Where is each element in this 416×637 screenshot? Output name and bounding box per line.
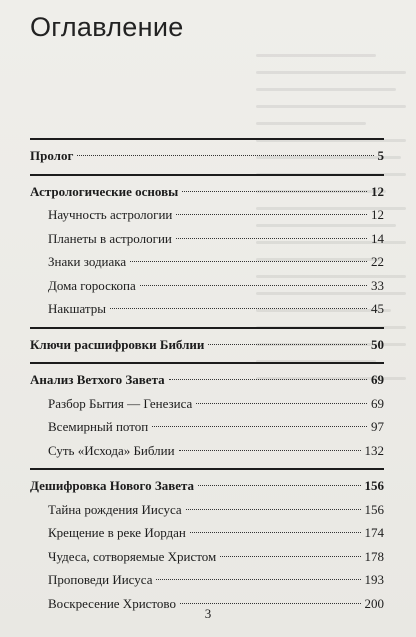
toc-entry-page: 132 — [364, 442, 384, 458]
dot-leader — [140, 285, 367, 286]
page-number: 3 — [204, 606, 212, 621]
toc-entry-page: 22 — [371, 254, 384, 269]
toc-entry-title: Воскресение Христово — [48, 595, 176, 611]
page-title: Оглавление — [30, 12, 184, 42]
dot-leader — [176, 214, 367, 215]
toc-entry-title: Планеты в астрологии — [48, 230, 172, 246]
toc-entry-title: Всемирный потоп — [48, 419, 149, 434]
toc-chapter[interactable] — [30, 474, 384, 498]
toc-section — [30, 327, 384, 357]
toc-entry-page: 178 — [364, 548, 384, 564]
toc-entry-page: 193 — [364, 572, 384, 587]
toc-chapter[interactable] — [30, 144, 384, 168]
toc-subchapter[interactable] — [30, 274, 384, 298]
toc-entry-page: 14 — [371, 230, 384, 246]
toc-subchapter[interactable] — [30, 415, 384, 439]
toc-section — [30, 362, 384, 462]
toc-entry-page: 12 — [371, 183, 384, 199]
toc-entry-page: 200 — [364, 595, 384, 611]
toc-chapter[interactable] — [30, 180, 384, 204]
toc-entry-page: 156 — [364, 478, 384, 493]
toc-entry-page: 5 — [377, 148, 384, 163]
toc-entry-page: 69 — [371, 395, 384, 411]
table-of-contents — [30, 138, 384, 621]
dot-leader — [190, 532, 361, 533]
toc-entry-page: 97 — [371, 419, 384, 434]
toc-entry-title: Дома гороскопа — [48, 277, 136, 293]
dot-leader — [110, 308, 367, 309]
toc-subchapter[interactable] — [30, 439, 384, 463]
toc-section — [30, 138, 384, 168]
toc-chapter[interactable] — [30, 333, 384, 357]
toc-subchapter[interactable] — [30, 203, 384, 227]
dot-leader — [152, 426, 367, 427]
toc-entry-page: 156 — [364, 501, 384, 517]
toc-entry-page: 33 — [371, 277, 384, 293]
toc-subchapter[interactable] — [30, 250, 384, 274]
toc-entry-title: Суть «Исхода» Библии — [48, 442, 175, 458]
dot-leader — [208, 344, 367, 345]
toc-entry-title: Знаки зодиака — [48, 254, 127, 269]
toc-entry-page: 45 — [371, 301, 384, 316]
toc-entry-title: Дешифровка Нового Завета — [30, 478, 195, 493]
toc-entry-title: Разбор Бытия — Генезиса — [48, 395, 193, 411]
toc-entry-title: Пролог — [30, 148, 74, 163]
toc-entry-title: Чудеса, сотворяемые Христом — [48, 548, 217, 564]
toc-subchapter[interactable] — [30, 227, 384, 251]
toc-entry-title: Тайна рождения Иисуса — [48, 501, 182, 517]
toc-subchapter[interactable] — [30, 392, 384, 416]
toc-entry-title: Ключи расшифровки Библии — [30, 336, 205, 352]
toc-entry-page: 69 — [371, 372, 384, 387]
toc-entry-page: 12 — [371, 207, 384, 222]
toc-entry-title: Накшатры — [48, 301, 106, 316]
toc-entry-page: 50 — [371, 336, 384, 352]
toc-entry-title: Астрологические основы — [30, 183, 179, 199]
dot-leader — [176, 238, 367, 239]
toc-entry-title: Крещение в реке Иордан — [48, 525, 186, 540]
dot-leader — [186, 509, 361, 510]
toc-subchapter[interactable] — [30, 297, 384, 321]
toc-subchapter[interactable] — [30, 545, 384, 569]
toc-entry-title: Анализ Ветхого Завета — [30, 372, 165, 387]
toc-section — [30, 174, 384, 321]
toc-entry-title: Проповеди Иисуса — [48, 572, 153, 587]
dot-leader — [179, 450, 361, 451]
toc-chapter[interactable] — [30, 368, 384, 392]
toc-entry-title: Научность астрологии — [48, 207, 173, 222]
dot-leader — [130, 261, 367, 262]
dot-leader — [77, 155, 373, 156]
dot-leader — [169, 379, 367, 380]
dot-leader — [182, 191, 367, 192]
toc-subchapter[interactable] — [30, 521, 384, 545]
toc-entry-page: 174 — [364, 525, 384, 540]
toc-subchapter[interactable] — [30, 498, 384, 522]
dot-leader — [220, 556, 360, 557]
dot-leader — [198, 485, 360, 486]
toc-section — [30, 468, 384, 615]
dot-leader — [180, 603, 361, 604]
dot-leader — [196, 403, 367, 404]
dot-leader — [156, 579, 360, 580]
toc-subchapter[interactable] — [30, 568, 384, 592]
